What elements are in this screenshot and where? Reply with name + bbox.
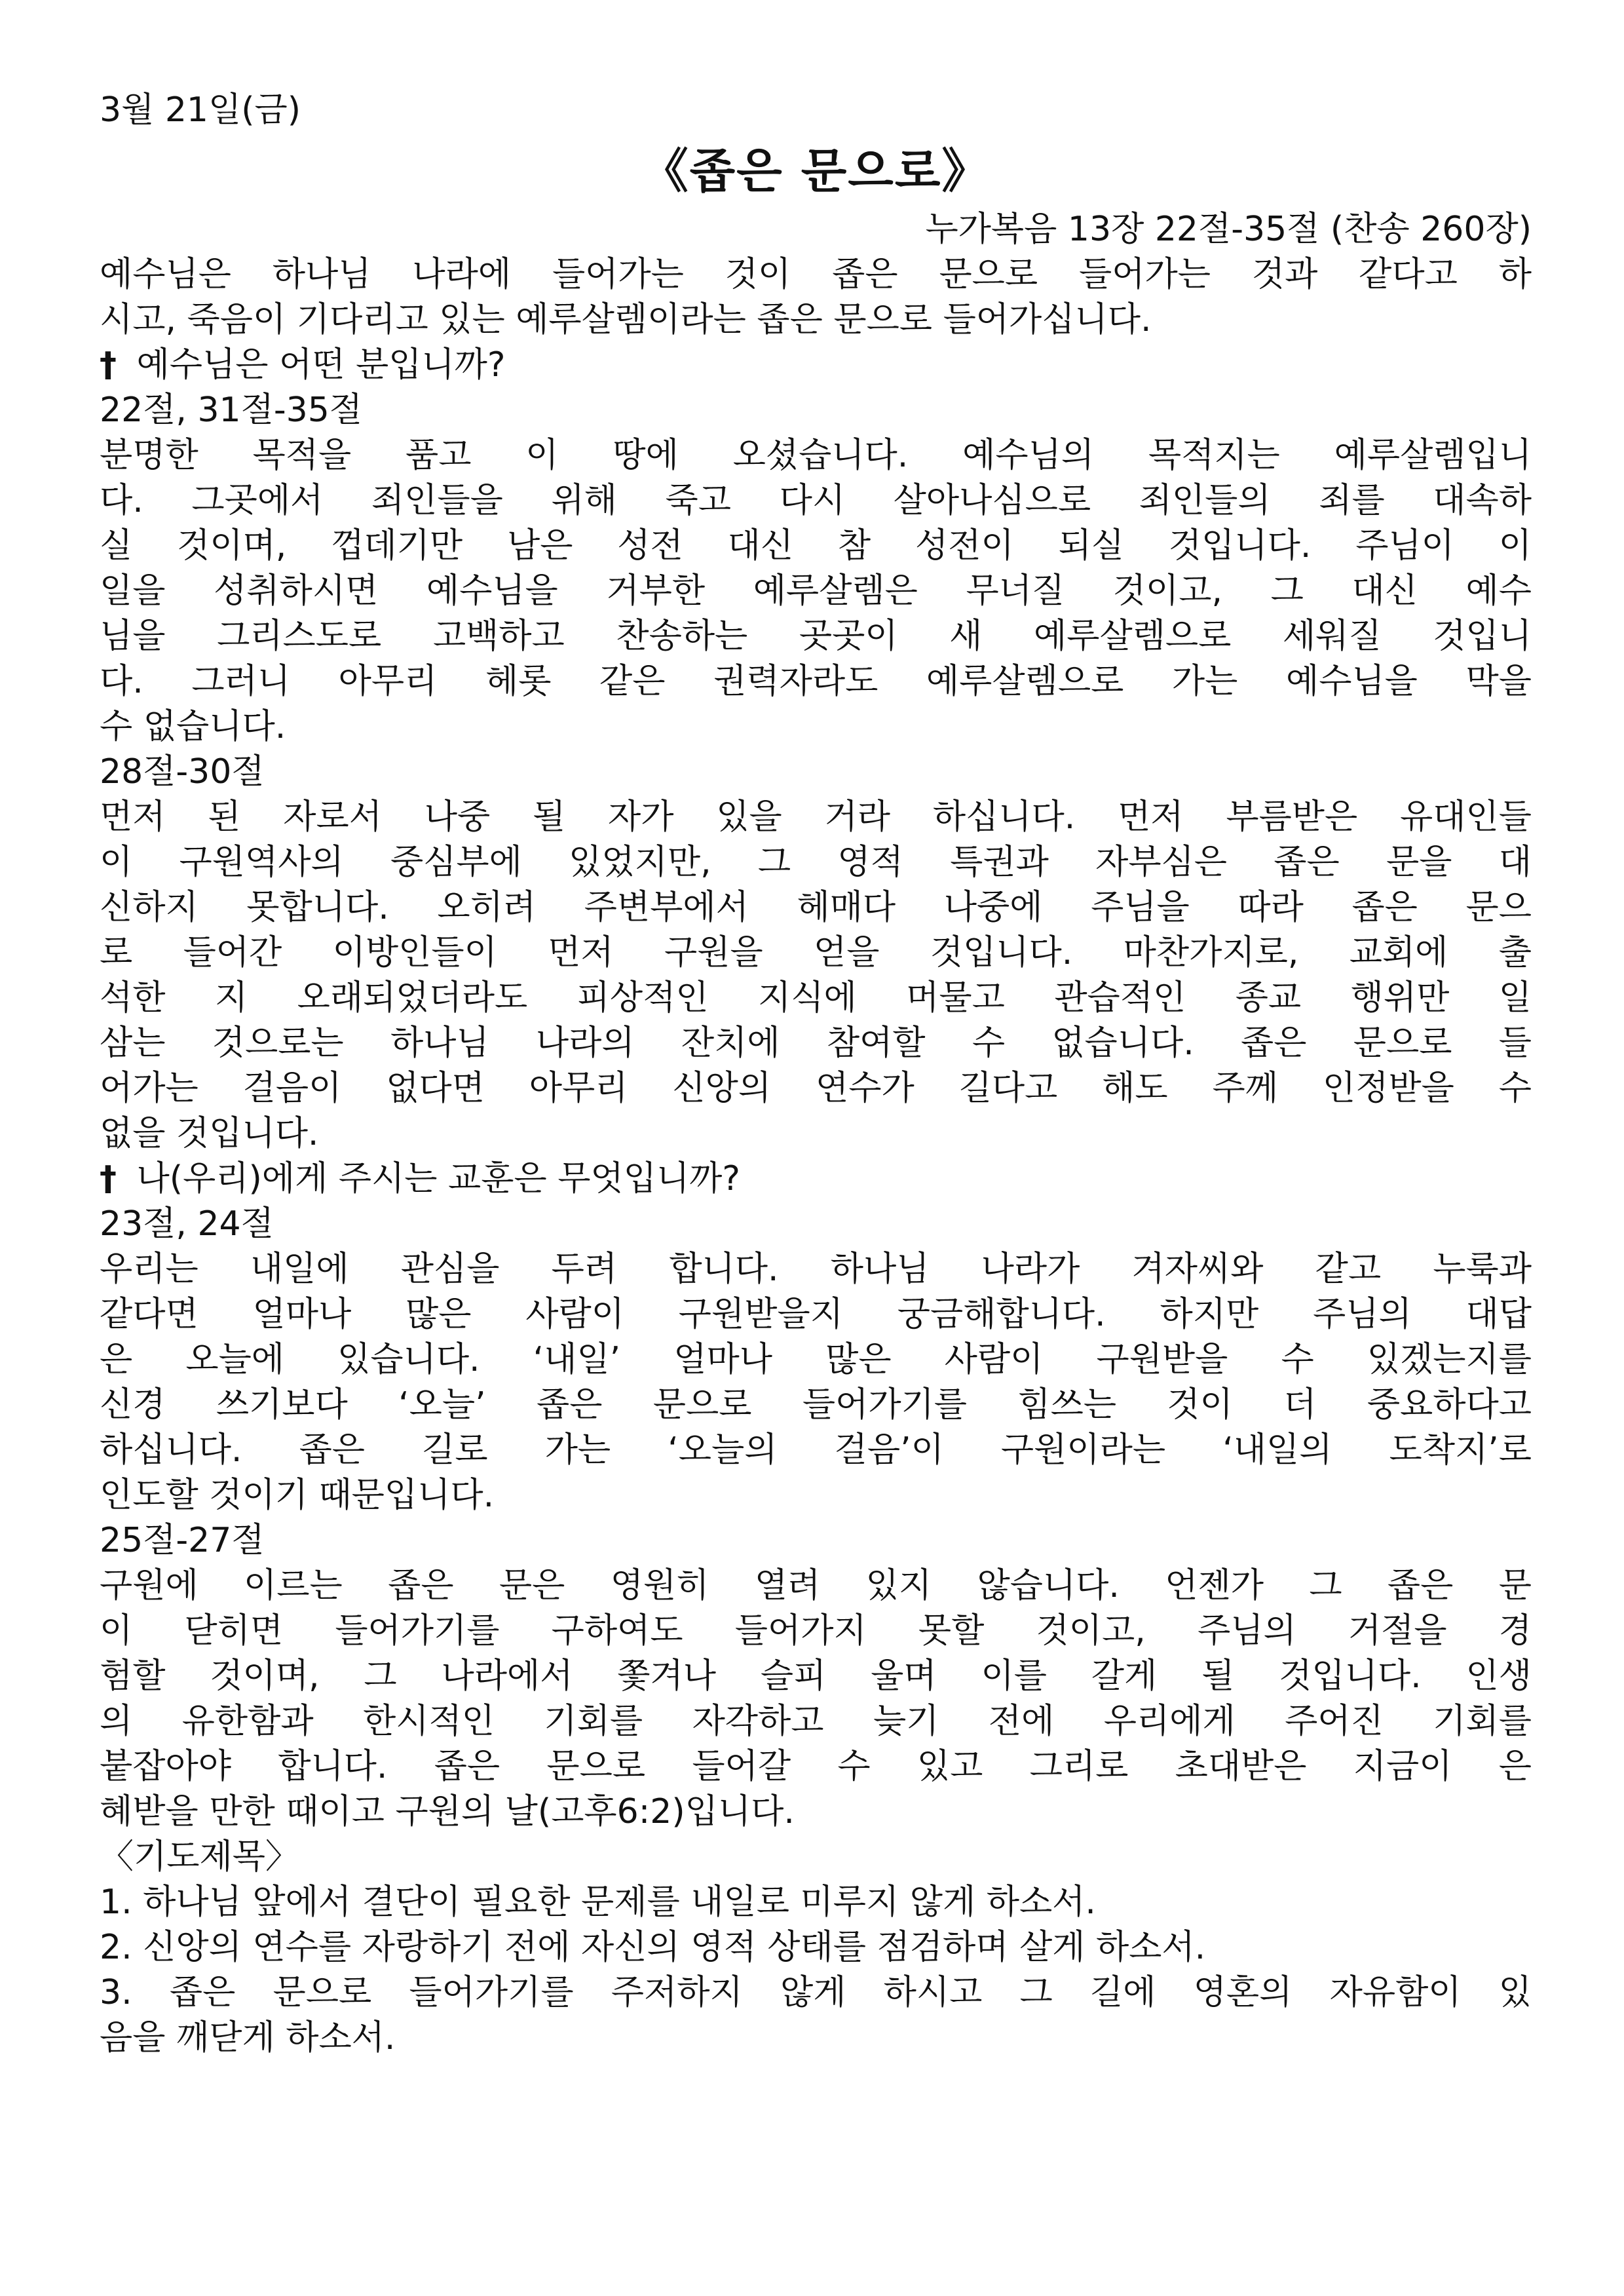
paragraph-line: 혜받을 만한 때이고 구원의 날(고후6:2)입니다. [100,1792,795,1831]
devotional-page [100,85,1532,2061]
paragraph-line: 어가는 걸음이 없다면 아무리 신앙의 연수가 길다고 해도 주께 인정받을 수 [100,1069,1532,1108]
paragraph-line: 신하지 못합니다. 오히려 주변부에서 헤매다 나중에 주님을 따라 좁은 문으 [100,888,1532,927]
cross-icon: † [100,345,117,385]
paragraph-line: 실 것이며, 껍데기만 남은 성전 대신 참 성전이 되실 것입니다. 주님이 이 [100,526,1532,565]
paragraph-line: 수 없습니다. [100,707,286,746]
paragraph-line: 신경 쓰기보다 ‘오늘’ 좁은 문으로 들어가기를 힘쓰는 것이 더 중요하다고 [100,1385,1532,1425]
paragraph-line: 다. 그곳에서 죄인들을 위해 죽고 다시 살아나심으로 죄인들의 죄를 대속하 [100,481,1532,520]
paragraph-line: 이 닫히면 들어가기를 구하여도 들어가지 못할 것이고, 주님의 거절을 경 [100,1611,1532,1651]
paragraph-line: 하십니다. 좁은 길로 가는 ‘오늘의 걸음’이 구원이라는 ‘내일의 도착지’로 [100,1430,1532,1470]
paragraph-line: 일을 성취하시면 예수님을 거부한 예루살렘은 무너질 것이고, 그 대신 예수 [100,571,1532,611]
section-heading-text: 나(우리)에게 주시는 교훈은 무엇입니까? [136,1159,741,1198]
scripture-reference: 누가복음 13장 22절-35절 (찬송 260장) [925,210,1532,249]
paragraph-line: 분명한 목적을 품고 이 땅에 오셨습니다. 예수님의 목적지는 예루살렘입니 [100,436,1532,475]
section-heading-who-is-jesus [100,343,1532,388]
paragraph-line: 우리는 내일에 관심을 두려 합니다. 하나님 나라가 겨자씨와 같고 누룩과 [100,1250,1532,1289]
intro-line: 시고, 죽음이 기다리고 있는 예루살렘이라는 좁은 문으로 들어가십니다. [100,300,1152,339]
paragraph-line: 같다면 얼마나 많은 사람이 구원받을지 궁금해합니다. 하지만 주님의 대답 [100,1295,1532,1334]
prayer-item: 음을 깨닫게 하소서. [100,2018,396,2057]
paragraph-line: 이 구원역사의 중심부에 있었지만, 그 영적 특권과 자부심은 좁은 문을 대 [100,843,1532,882]
paragraph-line: 은 오늘에 있습니다. ‘내일’ 얼마나 많은 사람이 구원받을 수 있겠는지를 [100,1340,1532,1379]
paragraph-line: 로 들어간 이방인들이 먼저 구원을 얻을 것입니다. 마찬가지로, 교회에 출 [100,933,1532,972]
paragraph-line: 구원에 이르는 좁은 문은 영원히 열려 있지 않습니다. 언젠가 그 좁은 문 [100,1566,1532,1605]
section-heading-text: 예수님은 어떤 분입니까? [136,345,506,385]
cross-icon: † [100,1159,117,1198]
paragraph-line: 없을 것입니다. [100,1114,319,1153]
paragraph-line: 다. 그러니 아무리 헤롯 같은 권력자라도 예루살렘으로 가는 예수님을 막을 [100,662,1532,701]
verse-reference: 25절-27절 [100,1521,265,1560]
section-heading-lesson [100,1157,1532,1202]
verse-reference: 22절, 31절-35절 [100,391,363,430]
prayer-item: 2. 신앙의 연수를 자랑하기 전에 자신의 영적 상태를 점검하며 살게 하소서. [100,1928,1206,1967]
paragraph-line: 인도할 것이기 때문입니다. [100,1476,495,1515]
paragraph-line: 석한 지 오래되었더라도 피상적인 지식에 머물고 관습적인 종교 행위만 일 [100,978,1532,1018]
verse-reference: 28절-30절 [100,752,265,792]
page-title: 《좁은 문으로》 [641,144,991,199]
intro-line: 예수님은 하나님 나라에 들어가는 것이 좁은 문으로 들어가는 것과 같다고 하 [100,255,1532,294]
paragraph-line: 삼는 것으로는 하나님 나라의 잔치에 참여할 수 없습니다. 좁은 문으로 들 [100,1024,1532,1063]
prayer-item: 3. 좁은 문으로 들어가기를 주저하지 않게 하시고 그 길에 영혼의 자유함이 있 [100,1973,1532,2012]
paragraph-line: 험할 것이며, 그 나라에서 쫓겨나 슬피 울며 이를 갈게 될 것입니다. 인생 [100,1656,1532,1696]
paragraph-line: 님을 그리스도로 고백하고 찬송하는 곳곳이 새 예루살렘으로 세워질 것입니 [100,617,1532,656]
paragraph-line: 붙잡아야 합니다. 좁은 문으로 들어갈 수 있고 그리로 초대받은 지금이 은 [100,1747,1532,1786]
paragraph-line: 의 유한함과 한시적인 기회를 자각하고 늦기 전에 우리에게 주어진 기회를 [100,1702,1532,1741]
paragraph-line: 먼저 된 자로서 나중 될 자가 있을 거라 하십니다. 먼저 부름받은 유대인들 [100,797,1532,837]
prayer-item: 1. 하나님 앞에서 결단이 필요한 문제를 내일로 미루지 않게 하소서. [100,1883,1096,1922]
verse-reference: 23절, 24절 [100,1204,274,1244]
prayer-heading: 〈기도제목〉 [100,1837,299,1877]
date-label: 3월 21일(금) [100,90,301,130]
